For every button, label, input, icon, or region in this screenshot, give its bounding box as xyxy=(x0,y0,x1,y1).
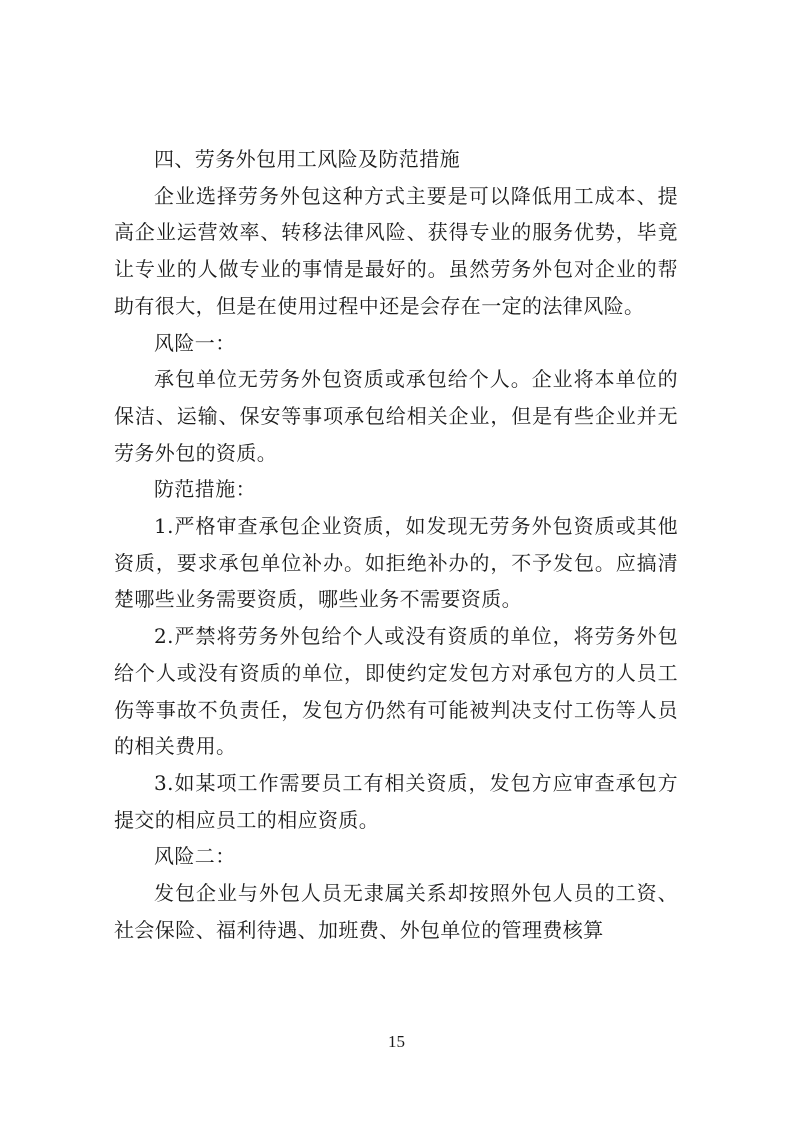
measure-1-paragraph: 1.严格审查承包企业资质，如发现无劳务外包资质或其他资质，要求承包单位补办。如拒绝补办的，不予发包。应搞清楚哪些业务需要资质，哪些业务不需要资质。 xyxy=(114,514,678,612)
measure-2-paragraph: 2.严禁将劳务外包给个人或没有资质的单位，将劳务外包给个人或没有资质的单位，即使约定发包方对承包方的人员工伤等事故不负责任，发包方仍然有可能被判决支付工伤等人员的相关费用。 xyxy=(114,624,678,759)
risk-two-paragraph: 发包企业与外包人员无隶属关系却按照外包人员的工资、社会保险、福利待遇、加班费、外包单位的管理费核算 xyxy=(114,881,678,942)
risk-two-heading: 风险二： xyxy=(154,844,236,869)
risk-one-paragraph: 承包单位无劳务外包资质或承包给个人。企业将本单位的保洁、运输、保安等事项承包给相关企业，但是有些企业并无劳务外包的资质。 xyxy=(114,367,678,465)
measures-heading: 防范措施： xyxy=(154,477,256,502)
intro-paragraph: 企业选择劳务外包这种方式主要是可以降低用工成本、提高企业运营效率、转移法律风险、获得专业的服务优势，毕竟让专业的人做专业的事情是最好的。虽然劳务外包对企业的帮助有很大，但是在使用过程中还是会存在一定的法律风险。 xyxy=(114,183,678,318)
risk-one-heading: 风险一： xyxy=(154,330,236,355)
page-number: 15 xyxy=(388,1032,405,1051)
measure-3-paragraph: 3.如某项工作需要员工有相关资质，发包方应审查承包方提交的相应员工的相应资质。 xyxy=(114,770,678,832)
section-heading: 四、劳务外包用工风险及防范措施 xyxy=(154,147,460,171)
document-body xyxy=(114,141,678,948)
